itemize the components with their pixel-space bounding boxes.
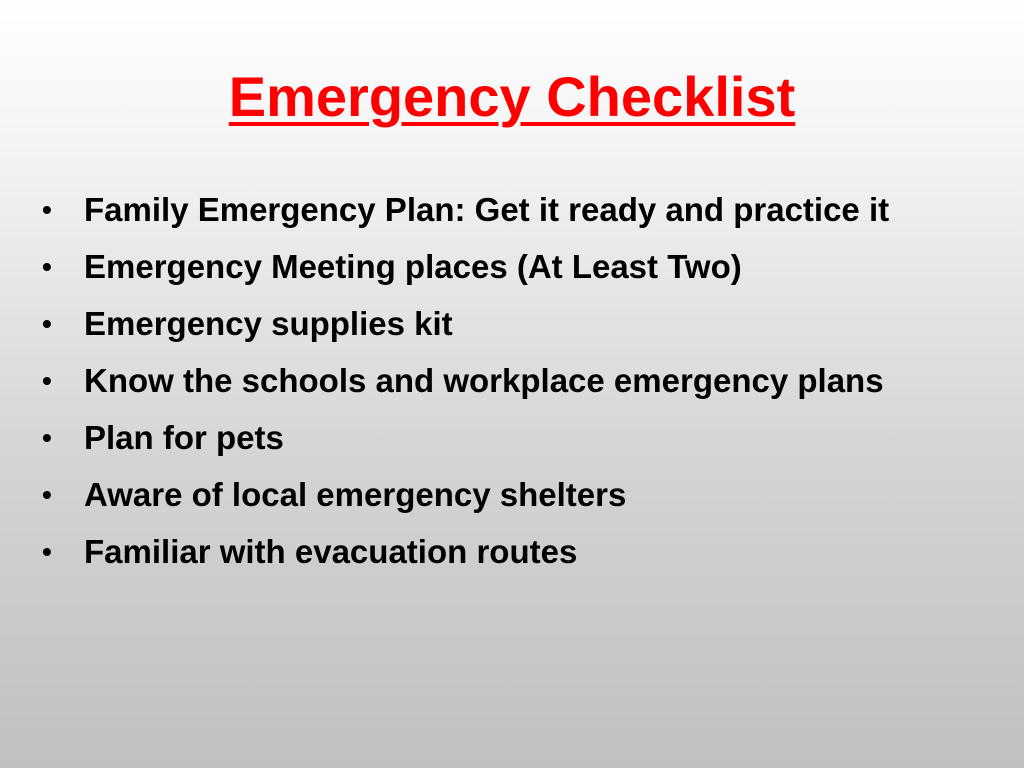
checklist-item bbox=[42, 416, 982, 460]
bullet-icon: • bbox=[42, 308, 52, 339]
bullet-icon: • bbox=[42, 365, 52, 396]
checklist-item-text: Plan for pets bbox=[84, 419, 284, 456]
checklist-item bbox=[42, 188, 982, 232]
checklist-item-text: Know the schools and workplace emergency plans bbox=[84, 362, 884, 399]
checklist-item bbox=[42, 530, 982, 574]
checklist-item bbox=[42, 302, 982, 346]
bullet-icon: • bbox=[42, 536, 52, 567]
checklist-item-text: Aware of local emergency shelters bbox=[84, 476, 627, 513]
bullet-icon: • bbox=[42, 194, 52, 225]
bullet-icon: • bbox=[42, 479, 52, 510]
checklist-item bbox=[42, 359, 982, 403]
checklist-item-text: Familiar with evacuation routes bbox=[84, 533, 578, 570]
checklist-item bbox=[42, 245, 982, 289]
checklist-item-text: Emergency supplies kit bbox=[84, 305, 453, 342]
checklist-item-text: Emergency Meeting places (At Least Two) bbox=[84, 248, 742, 285]
bullet-icon: • bbox=[42, 422, 52, 453]
checklist bbox=[42, 188, 982, 587]
checklist-item bbox=[42, 473, 982, 517]
bullet-icon: • bbox=[42, 251, 52, 282]
slide-title: Emergency Checklist bbox=[228, 65, 796, 128]
checklist-item-text: Family Emergency Plan: Get it ready and practice it bbox=[84, 191, 890, 228]
